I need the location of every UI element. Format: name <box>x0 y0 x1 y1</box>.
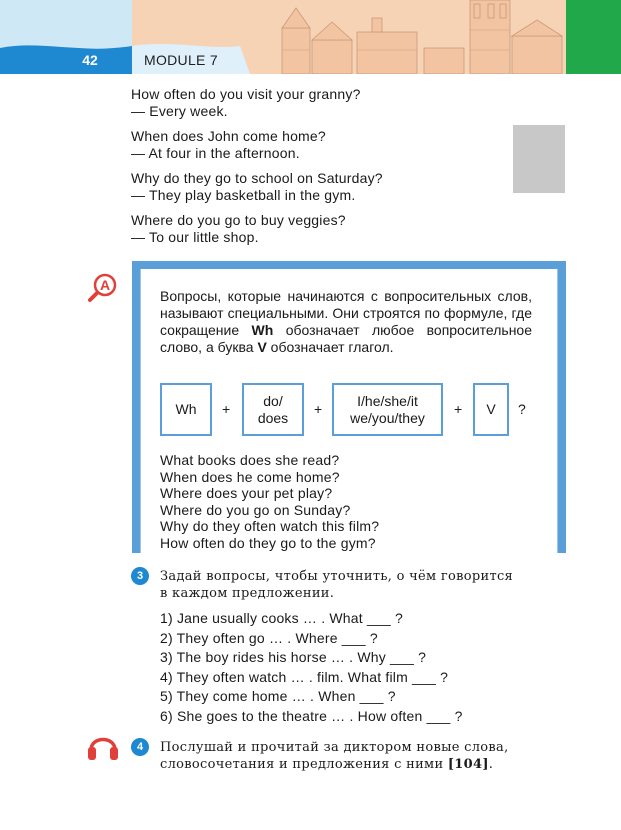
qa-answer: — To our little shop. <box>131 229 259 245</box>
formula-box-subject <box>332 383 443 436</box>
grammar-box-left-border <box>132 261 140 553</box>
formula-plus: + <box>222 401 231 417</box>
exercise-number-4: 4 <box>131 738 149 756</box>
task-text: . <box>488 757 494 772</box>
formula-plus: + <box>314 401 323 417</box>
qa-question: Where do you go to buy veggies? <box>131 212 346 228</box>
task-line <box>160 756 565 773</box>
exercise4-task <box>160 739 565 773</box>
grammar-box-right-border <box>558 261 566 553</box>
list-item: 4) They often watch … . film. What film ___ ? <box>160 668 449 685</box>
headphones-icon <box>86 730 120 762</box>
grey-margin-block <box>513 125 565 193</box>
example-line: What books does she read? <box>160 452 340 468</box>
formula-box-wh <box>160 383 212 436</box>
formula-text: do/ <box>263 392 283 409</box>
qa-question: Why do they go to school on Saturday? <box>131 170 383 186</box>
qa-question: How often do you visit your granny? <box>131 86 361 102</box>
exercise3-task <box>160 568 565 602</box>
header-green-tab <box>566 0 621 74</box>
magnifier-a-icon <box>84 272 120 306</box>
grammar-box-top-border <box>132 261 566 269</box>
module-title: MODULE 7 <box>144 52 218 68</box>
page-number: 42 <box>82 52 98 68</box>
formula-text: Wh <box>175 401 197 417</box>
task-line: в каждом предложении. <box>160 586 335 601</box>
qa-answer: — At four in the afternoon. <box>131 145 300 161</box>
list-item: 5) They come home … . When ___ ? <box>160 688 396 704</box>
grammar-examples <box>160 452 379 552</box>
formula-plus: + <box>454 401 463 417</box>
example-line: When does he come home? <box>160 468 340 485</box>
rule-text-part: обозначает любое вопросительное слово, а буква <box>160 322 533 355</box>
list-item: 6) She goes to the theatre … . How often ___ ? <box>160 707 463 724</box>
rule-wh: Wh <box>251 322 274 338</box>
list-item: 3) The boy rides his horse … . Why ___ ? <box>160 649 427 665</box>
qa-pair <box>131 86 361 120</box>
example-line: Where do you go on Sunday? <box>160 501 351 518</box>
track-reference: [104] <box>447 757 489 772</box>
formula-text: I/he/she/it <box>357 392 418 409</box>
example-line: How often do they go to the gym? <box>160 534 376 551</box>
qa-pair <box>131 212 346 246</box>
formula-box-v <box>473 383 509 436</box>
grammar-rule <box>160 288 532 356</box>
rule-text-part: обозначает глагол. <box>266 339 394 355</box>
formula-text: V <box>486 401 496 417</box>
rule-v: V <box>257 339 267 355</box>
exercise-number-3: 3 <box>131 567 149 585</box>
qa-question: When does John come home? <box>131 128 326 144</box>
example-line: Where does your pet play? <box>160 485 333 502</box>
list-item: 2) They often go … . Where ___ ? <box>160 629 378 646</box>
formula-text: we/you/they <box>350 409 425 426</box>
formula-question-mark: ? <box>518 401 526 417</box>
list-item: 1) Jane usually cooks … . What ___ ? <box>160 610 403 626</box>
exercise3-items <box>160 609 463 726</box>
example-line: Why do they often watch this film? <box>160 518 380 535</box>
task-text: словосочетания и предложения с ними <box>160 757 448 772</box>
formula-text: does <box>257 409 289 426</box>
svg-text:A: A <box>99 277 111 293</box>
formula-box-do-does <box>242 383 304 436</box>
task-line: Задай вопросы, чтобы уточнить, о чём говорится <box>160 569 514 584</box>
qa-answer: — Every week. <box>131 103 228 119</box>
task-line: Послушай и прочитай за диктором новые слова, <box>160 740 509 755</box>
qa-pair <box>131 128 326 162</box>
qa-answer: — They play basketball in the gym. <box>131 187 356 203</box>
qa-pair <box>131 170 383 204</box>
rule-text-part: Вопросы, которые начинаются с вопросительных слов, называют специальными. Они строятся по формуле, где сокращение <box>160 288 532 338</box>
